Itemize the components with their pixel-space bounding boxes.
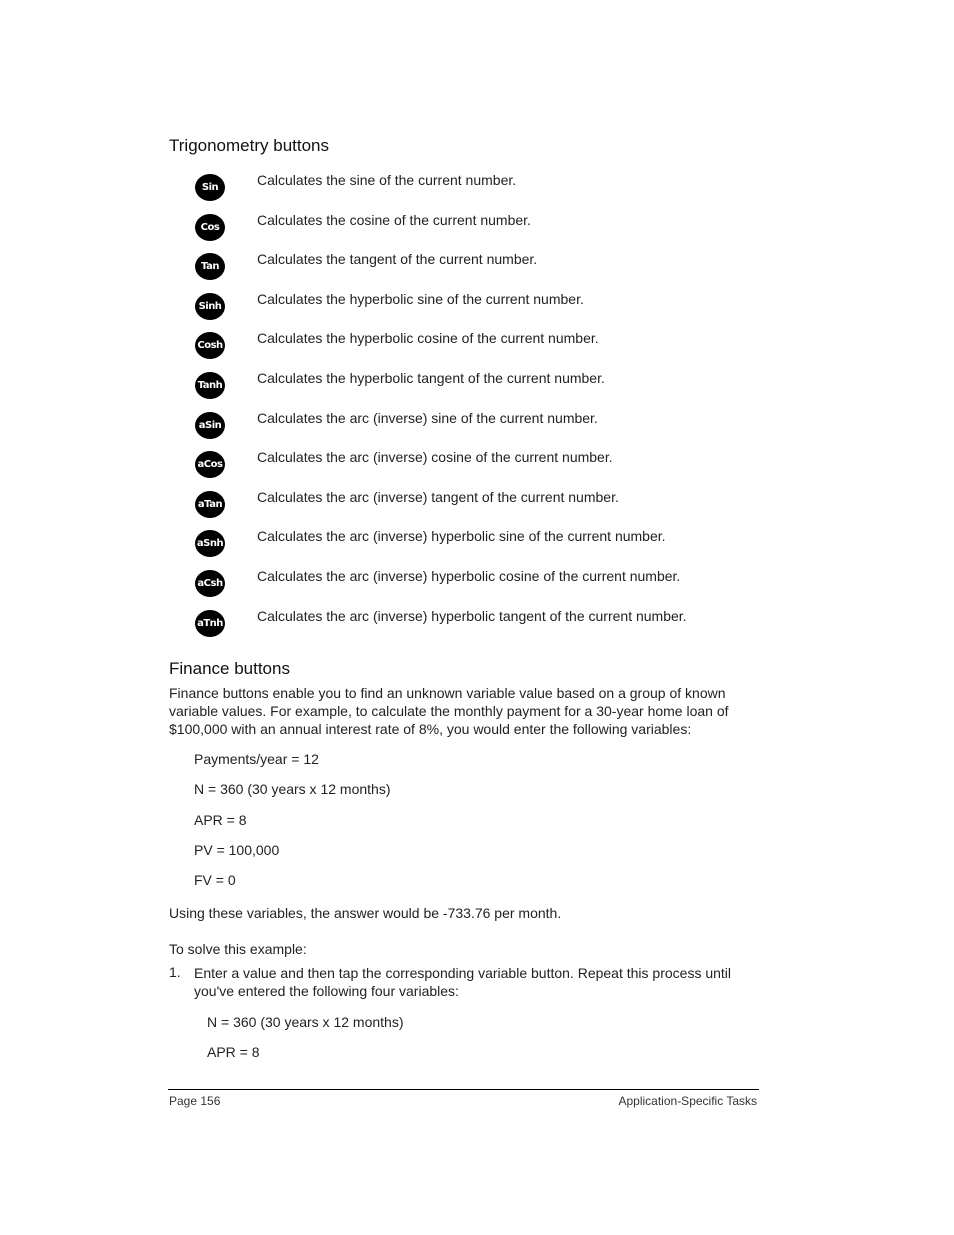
trig-icon-label: Tan xyxy=(201,260,219,272)
trig-description: Calculates the sine of the current number. xyxy=(257,172,517,188)
trig-description: Calculates the arc (inverse) cosine of the current number. xyxy=(257,449,613,465)
finance-var-n: N = 360 (30 years x 12 months) xyxy=(194,781,391,797)
step-text: Enter a value and then tap the corresponding variable button. Repeat this process until you've entered the following four variables: xyxy=(194,965,732,999)
acos-button-icon xyxy=(195,451,225,478)
cos-button-icon xyxy=(195,214,225,241)
finance-intro: Finance buttons enable you to find an unknown variable value based on a group of known variable values. For example, to calculate the monthly payment for a 30-year home loan of $100,000 with an annual interest rate of 8%, you would enter the following variables: xyxy=(169,685,729,737)
finance-var-apr: APR = 8 xyxy=(194,812,247,828)
trig-row-atan xyxy=(195,489,795,528)
trig-row-cos xyxy=(195,212,795,251)
finance-result: Using these variables, the answer would be -733.76 per month. xyxy=(169,905,562,921)
footer-section-title: Application-Specific Tasks xyxy=(618,1094,757,1108)
sinh-button-icon xyxy=(195,293,225,320)
trig-row-tanh xyxy=(195,370,795,409)
trig-row-cosh xyxy=(195,330,795,369)
trig-icon-label: aSin xyxy=(198,419,222,431)
tan-button-icon xyxy=(195,253,225,280)
trig-icon-label: aCsh xyxy=(197,577,223,589)
trig-description: Calculates the arc (inverse) tangent of the current number. xyxy=(257,489,619,505)
asnh-button-icon xyxy=(195,530,225,557)
trig-row-asin xyxy=(195,410,795,449)
trig-icon-label: Sinh xyxy=(198,300,222,312)
trig-description: Calculates the tangent of the current number. xyxy=(257,251,538,267)
solve-heading: To solve this example: xyxy=(169,941,307,957)
step-number: 1. xyxy=(169,964,181,980)
trig-row-asnh xyxy=(195,528,795,567)
trig-row-sinh xyxy=(195,291,795,330)
trig-row-sin xyxy=(195,172,795,211)
trig-row-atnh xyxy=(195,608,795,647)
trig-description: Calculates the arc (inverse) hyperbolic tangent of the current number. xyxy=(257,608,687,624)
atnh-button-icon xyxy=(195,610,225,637)
trig-heading: Trigonometry buttons xyxy=(169,136,329,155)
trig-description: Calculates the arc (inverse) sine of the current number. xyxy=(257,410,598,426)
cosh-button-icon xyxy=(195,332,225,359)
finance-var-fv: FV = 0 xyxy=(194,872,236,888)
trig-row-tan xyxy=(195,251,795,290)
trig-description: Calculates the arc (inverse) hyperbolic sine of the current number. xyxy=(257,528,666,544)
finance-heading: Finance buttons xyxy=(169,659,290,678)
trig-icon-label: Cosh xyxy=(197,339,223,351)
acsh-button-icon xyxy=(195,570,225,597)
tanh-button-icon xyxy=(195,372,225,399)
finance-var-pv: PV = 100,000 xyxy=(194,842,280,858)
trig-description: Calculates the hyperbolic cosine of the current number. xyxy=(257,330,599,346)
trig-icon-label: aTan xyxy=(197,498,223,510)
finance-var-payments: Payments/year = 12 xyxy=(194,751,319,767)
footer-page-number: Page 156 xyxy=(169,1094,221,1108)
trig-description: Calculates the arc (inverse) hyperbolic cosine of the current number. xyxy=(257,568,681,584)
trig-icon-label: Cos xyxy=(200,221,220,233)
trig-icon-label: Sin xyxy=(201,181,219,193)
trig-icon-label: aSnh xyxy=(196,537,224,549)
trig-row-acos xyxy=(195,449,795,488)
trig-description: Calculates the hyperbolic sine of the current number. xyxy=(257,291,584,307)
trig-row-acsh xyxy=(195,568,795,607)
trig-icon-label: aCos xyxy=(197,458,223,470)
trig-description: Calculates the hyperbolic tangent of the current number. xyxy=(257,370,605,386)
sin-button-icon xyxy=(195,174,225,201)
footer-rule xyxy=(168,1089,759,1090)
step-var-n: N = 360 (30 years x 12 months) xyxy=(207,1014,404,1030)
atan-button-icon xyxy=(195,491,225,518)
trig-description: Calculates the cosine of the current number. xyxy=(257,212,531,228)
trig-icon-label: aTnh xyxy=(197,617,223,629)
trig-icon-label: Tanh xyxy=(197,379,223,391)
asin-button-icon xyxy=(195,412,225,439)
step-var-apr: APR = 8 xyxy=(207,1044,260,1060)
